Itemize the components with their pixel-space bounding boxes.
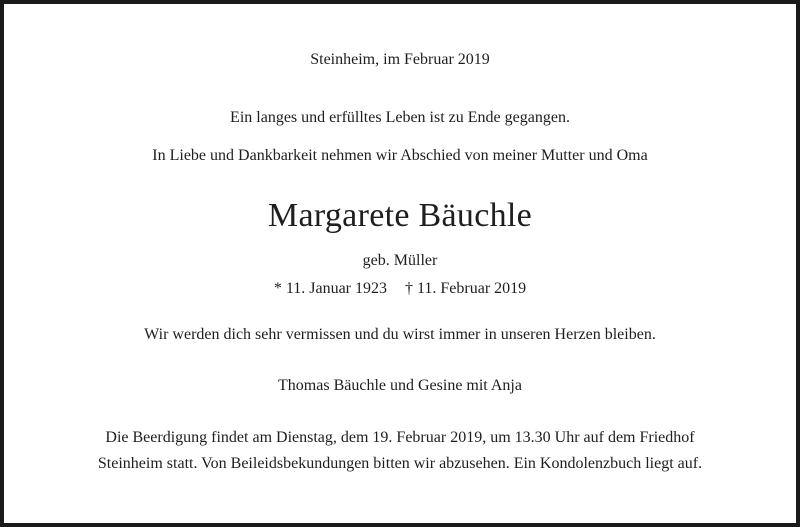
funeral-line-1: Die Beerdigung findet am Dienstag, dem 19. Februar 2019, um 13.30 Uhr auf dem Friedhof [105, 429, 695, 446]
place-date: Steinheim, im Februar 2019 [310, 51, 490, 68]
maiden-name: geb. Müller [362, 252, 438, 269]
memorial-line: Wir werden dich sehr vermissen und du wirst immer in unseren Herzen bleiben. [144, 326, 656, 343]
funeral-line-2: Steinheim statt. Von Beileidsbekundungen bitten wir abzusehen. Ein Kondolenzbuch liegt auf. [97, 455, 703, 472]
birth-date: * 11. Januar 1923 [273, 280, 387, 297]
farewell-line: In Liebe und Dankbarkeit nehmen wir Abschied von meiner Mutter und Oma [152, 147, 648, 164]
life-dates [4, 279, 796, 299]
intro-line: Ein langes und erfülltes Leben ist zu Ende gegangen. [230, 109, 570, 126]
deceased-name: Margarete Bäuchle [267, 197, 533, 234]
mourners: Thomas Bäuchle und Gesine mit Anja [278, 377, 522, 394]
death-date: † 11. Februar 2019 [405, 280, 527, 297]
